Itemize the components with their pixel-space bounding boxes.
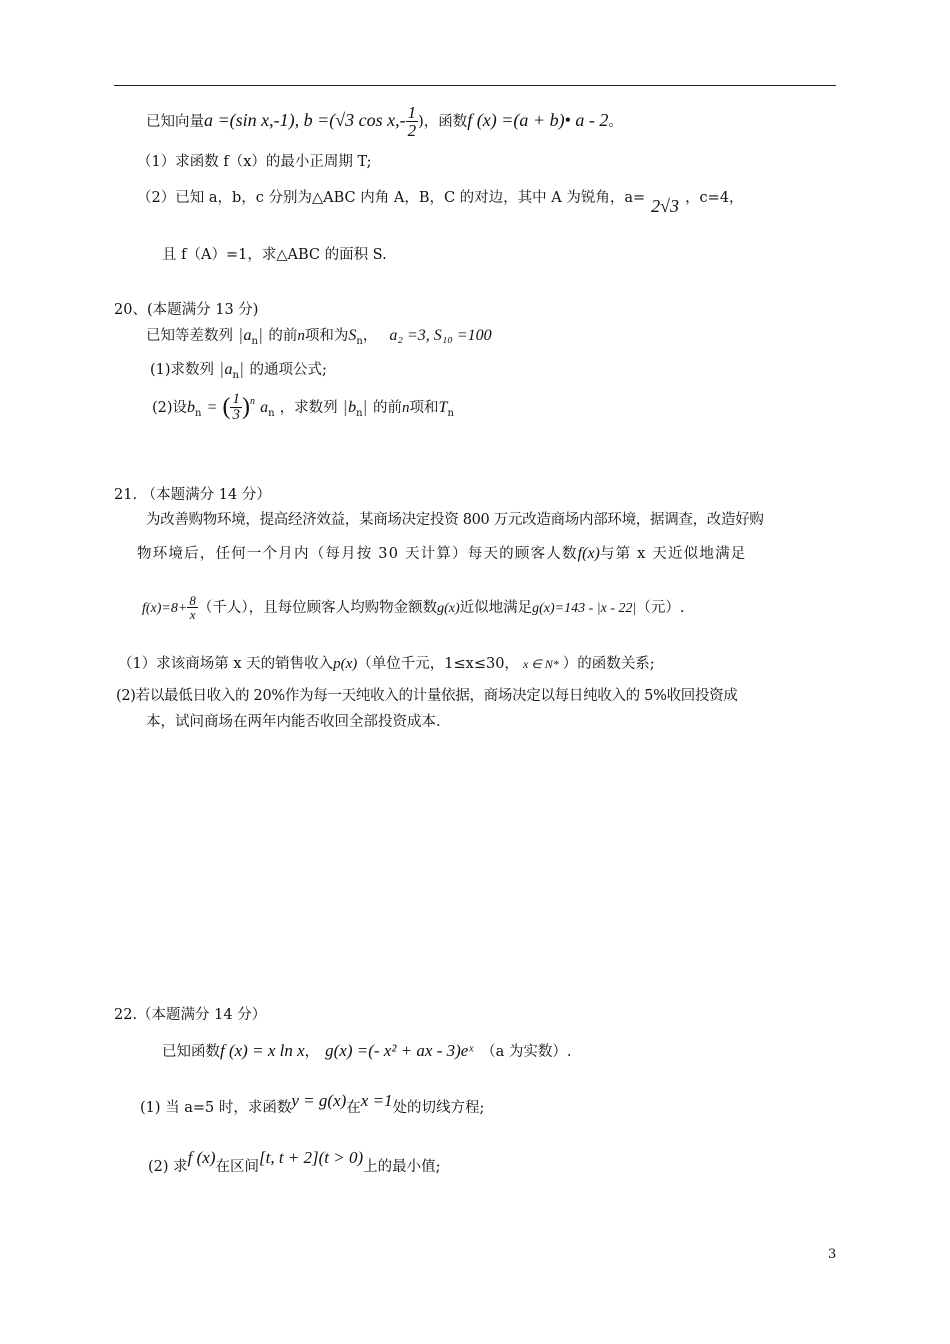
q20-seq-a: a xyxy=(243,327,252,344)
q21-part2-line2: 本，试问商场在两年内能否收回全部投资成本. xyxy=(146,714,441,730)
q20-part1: (1)求数列 $|a_n|$ 的通项公式; xyxy=(150,359,327,381)
q20-third-numerator: 1 xyxy=(232,391,240,407)
q19-stem: 已知向量 xyxy=(146,114,204,130)
q20-an: a xyxy=(260,399,269,416)
q21-line1: 为改善购物环境，提高经济效益，某商场决定投资 800 万元改造商场内部环境，据调查，改造好购 xyxy=(146,512,764,528)
q22-y-eq: y = g(x) xyxy=(291,1091,347,1110)
q21-line2-a: 物环境后，任何一个月内（每月按 30 天计算）每天的顾客人数 xyxy=(137,546,578,562)
q20-stem-b: 的前 xyxy=(268,328,298,344)
q19-vectors: a =(sin x,-1), b =(√3 cos x,- xyxy=(204,110,406,130)
q20-header: 20、(本题满分 13 分) xyxy=(114,302,259,318)
q20-stem-c: 项和为 xyxy=(304,328,349,344)
q22-g-def: g(x) =(- x² + ax - 3)eˣ xyxy=(325,1041,474,1060)
q21-part1 xyxy=(118,652,655,673)
q22-stem xyxy=(162,1040,572,1061)
q19-part2-last: 且 f（A）=1，求△ABC 的面积 S. xyxy=(162,247,387,263)
q20-T: T xyxy=(438,399,448,416)
q21-p1-a: （1）求该商场第 x 天的销售收入 xyxy=(118,656,334,672)
q21-8x-denominator: x xyxy=(189,607,196,622)
q20-S: S xyxy=(348,327,357,344)
q22-f-ref: f (x) xyxy=(187,1148,216,1167)
q19-part2-text: （2）已知 a，b，c 分别为△ABC 内角 A，B，C 的对边，其中 A 为锐角，a= xyxy=(137,190,646,206)
q20-third-denominator: 3 xyxy=(232,407,240,423)
q19-func-expr: f (x) =(a + b)• a - 2 xyxy=(467,110,609,130)
q22-x-eq: x =1 xyxy=(360,1091,393,1110)
q21-g-def: g(x)=143 - |x - 22| xyxy=(532,601,637,616)
q21-header: 21. （本题满分 14 分） xyxy=(114,487,271,503)
q21-px: p(x) xyxy=(333,656,358,672)
q22-part1 xyxy=(140,1091,485,1117)
q21-domain-set: x ∈ N* xyxy=(522,657,559,671)
q20-brace-left: | xyxy=(238,325,244,344)
q22-stem-a: 已知函数 xyxy=(162,1044,220,1060)
q20-p2-a: (2)设 xyxy=(152,400,188,416)
q21-p1-c: ）的函数关系; xyxy=(562,656,655,672)
q20-stem-a: 已知等差数列 xyxy=(146,328,233,344)
q22-stem-sep: ， xyxy=(304,1044,320,1060)
q22-p1-b: 在 xyxy=(346,1100,361,1116)
q21-line3-a: （千人），且每位顾客人均购物金额数 xyxy=(197,600,438,616)
q19-part2-line xyxy=(137,186,744,216)
q19-half-numerator: 1 xyxy=(407,103,417,122)
q21-line3 xyxy=(142,594,684,621)
header-rule xyxy=(114,85,836,86)
q22-p2-b: 在区间 xyxy=(215,1159,259,1175)
q22-header: 22.（本题满分 14 分） xyxy=(114,1007,267,1023)
q19-tail: 。 xyxy=(608,114,623,130)
q20-third-fraction xyxy=(230,392,242,423)
q19-half-fraction xyxy=(406,104,419,139)
q22-interval: [t, t + 2](t > 0) xyxy=(259,1148,364,1167)
q21-line2-b: 与第 x 天近似地满足 xyxy=(599,546,747,562)
q20-p1-b: 的通项公式; xyxy=(249,362,327,378)
q20-seq-sub: n xyxy=(251,336,258,347)
q20-exp: n xyxy=(249,396,255,407)
q21-line3-b: 近似地满足 xyxy=(459,600,533,616)
q21-8x-numerator: 8 xyxy=(189,593,196,608)
q22-p1-c: 处的切线方程; xyxy=(392,1100,485,1116)
q21-gx: g(x) xyxy=(437,601,460,616)
q22-p2-c: 上的最小值; xyxy=(363,1159,441,1175)
q20-n: n xyxy=(297,328,305,344)
q19-c-value: ，c=4， xyxy=(685,190,744,206)
q20-condition: a₂ =3, S₁₀ =100 xyxy=(389,327,492,344)
q21-p1-b: （单位千元，1≤x≤30， xyxy=(357,656,519,672)
q21-line2 xyxy=(137,542,746,563)
q20-stem-line: 已知等差数列 $|a_n|$ 的前n项和为$S_n$， a₂ =3, S₁₀ =100 xyxy=(146,325,492,347)
q19-part1: （1）求函数 f（x）的最小正周期 T; xyxy=(137,154,372,170)
q21-f-def: f(x)=8+ xyxy=(142,601,188,616)
page-number: 3 xyxy=(828,1247,837,1262)
q21-fx: f(x) xyxy=(577,545,600,562)
q19-a-value: 2√3 xyxy=(651,196,680,216)
q22-p1-a: (1) 当 a=5 时，求函数 xyxy=(140,1100,292,1116)
q22-f-def: f (x) = x ln x xyxy=(220,1041,305,1060)
q22-p2-a: (2) 求 xyxy=(148,1159,188,1175)
q20-p2-d: 的前 xyxy=(373,400,403,416)
q20-brace-right: | xyxy=(257,325,264,344)
q20-p2-e: 项和 xyxy=(409,400,439,416)
q22-stem-b: （a 为实数）. xyxy=(481,1044,572,1060)
q19-func-word: )，函数 xyxy=(418,114,468,130)
q20-p1-a: (1)求数列 xyxy=(150,362,215,378)
q20-p2-c: ，求数列 xyxy=(279,400,338,416)
q21-part2-line1: (2)若以最低日收入的 20%作为每一天纯收入的计量依据，商场决定以每日纯收入的 5%收回投资成 xyxy=(116,688,738,704)
q21-line3-c: （元）. xyxy=(636,600,685,616)
q20-b: b xyxy=(187,399,196,416)
q20-S-sub: n xyxy=(356,336,363,347)
q19-half-denominator: 2 xyxy=(407,121,417,140)
q21-8x-fraction xyxy=(187,594,198,621)
q19-stem-line xyxy=(146,104,623,139)
q20-part2: (2)设$b_n$ = ( $\frac{1}{3}$ )$^n$ $a_n$ ，求数列 $|b_n|$ 的前n项和$T_n$ xyxy=(152,391,454,423)
q22-part2 xyxy=(148,1148,441,1176)
